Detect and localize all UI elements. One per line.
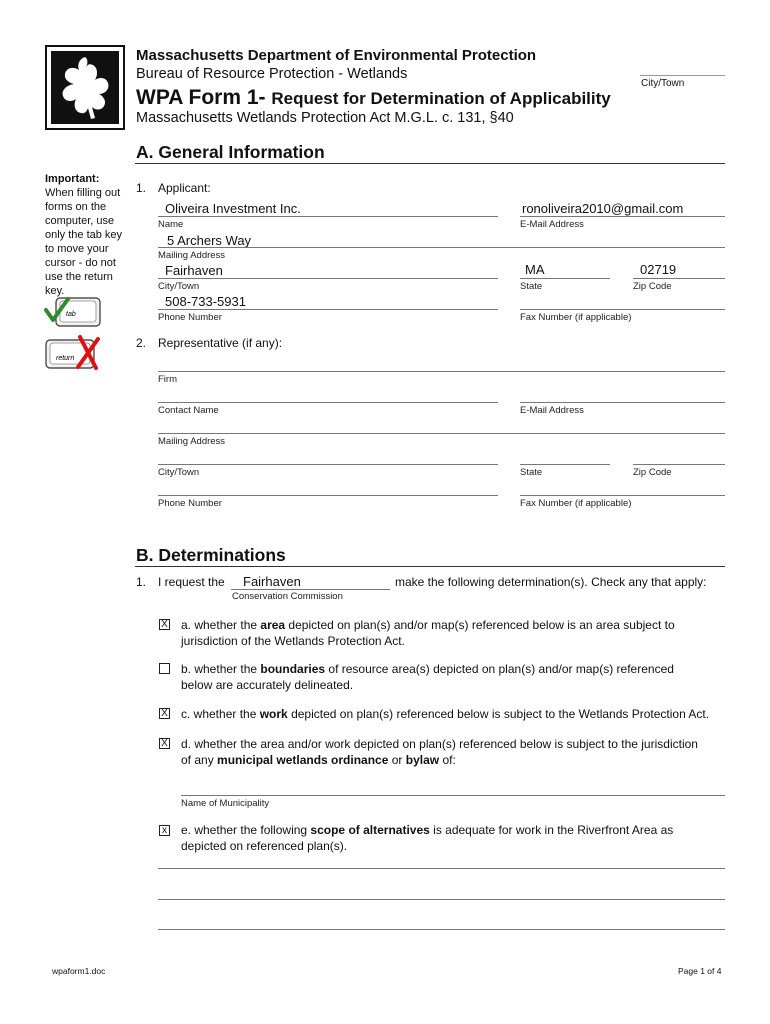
option-e-bold: scope of alternatives — [310, 823, 430, 837]
applicant-city-label: City/Town — [158, 281, 200, 292]
rep-firm-field[interactable] — [158, 371, 725, 372]
option-a-text — [181, 617, 726, 649]
rep-email-field[interactable] — [520, 402, 725, 403]
option-c-pre: c. whether the — [181, 707, 260, 721]
applicant-email-value: ronoliveira2010@gmail.com — [522, 201, 684, 216]
header-city-town-label: City/Town — [641, 78, 685, 89]
rep-contact-label: Contact Name — [158, 405, 219, 416]
rep-email-label: E-Mail Address — [520, 405, 584, 416]
form-title — [136, 86, 611, 110]
form-subtitle: Request for Determination of Applicability — [271, 89, 611, 108]
tab-key-label: tab — [66, 311, 76, 318]
rep-city-label: City/Town — [158, 467, 200, 478]
rep-phone-field[interactable] — [158, 495, 498, 496]
option-e-post: is adequate for work in the Riverfront Area as — [429, 823, 674, 837]
rep-contact-field[interactable] — [158, 402, 498, 403]
rep-zip-label: Zip Code — [633, 467, 672, 478]
representative-number: 2. — [136, 336, 147, 350]
applicant-phone-field[interactable] — [158, 309, 498, 310]
rep-fax-field[interactable] — [520, 495, 725, 496]
option-c-text — [181, 706, 741, 722]
applicant-zip-label: Zip Code — [633, 281, 672, 292]
applicant-state-label: State — [520, 281, 543, 292]
rep-address-field[interactable] — [158, 433, 725, 434]
form-number: WPA Form 1- — [136, 86, 266, 109]
return-key-icon — [44, 334, 106, 372]
rep-zip-field[interactable] — [633, 464, 725, 465]
dep-logo — [45, 45, 125, 130]
important-note — [45, 172, 127, 298]
important-text: When filling out forms on the computer, use only the tab key to move your cursor - do not use the return key. — [45, 187, 123, 297]
checkbox-a[interactable]: X — [159, 619, 170, 630]
option-a-bold: area — [260, 618, 286, 632]
checkbox-c[interactable]: X — [159, 708, 170, 719]
option-c-bold: work — [259, 707, 288, 721]
rep-address-label: Mailing Address — [158, 436, 226, 447]
applicant-fax-field[interactable] — [520, 309, 725, 310]
option-d-text — [181, 736, 741, 768]
option-d-pre2: of any — [181, 753, 218, 767]
option-b-text — [181, 661, 726, 693]
rep-state-field[interactable] — [520, 464, 610, 465]
request-number: 1. — [136, 575, 147, 589]
rep-firm-label: Firm — [158, 374, 177, 385]
applicant-address-label: Mailing Address — [158, 250, 226, 261]
option-e-text — [181, 822, 726, 854]
alternatives-line-1[interactable] — [158, 868, 725, 869]
applicant-email-field[interactable] — [520, 216, 725, 217]
rep-city-field[interactable] — [158, 464, 498, 465]
applicant-phone-label: Phone Number — [158, 312, 222, 323]
applicant-name-field[interactable] — [158, 216, 498, 217]
option-b-post: of resource area(s) depicted on plan(s) and/or map(s) referenced — [325, 662, 674, 676]
footer-page: Page 1 of 4 — [678, 966, 722, 976]
applicant-email-label: E-Mail Address — [520, 219, 584, 230]
section-a-title: A. General Information — [136, 142, 325, 162]
option-c-post: depicted on plan(s) referenced below is subject to the Wetlands Protection Act. — [287, 707, 710, 721]
applicant-zip-field[interactable] — [633, 278, 725, 279]
applicant-address-value: 5 Archers Way — [167, 233, 252, 248]
alternatives-line-3[interactable] — [158, 929, 725, 930]
applicant-name-label: Name — [158, 219, 184, 230]
option-b-line2: below are accurately delineated. — [181, 678, 354, 692]
representative-heading: Representative (if any): — [158, 336, 283, 350]
option-d-mid2: or — [388, 753, 406, 767]
municipality-field[interactable] — [181, 795, 725, 796]
section-b-title: B. Determinations — [136, 545, 286, 565]
checkbox-e[interactable]: x — [159, 825, 170, 836]
municipality-label: Name of Municipality — [181, 798, 270, 809]
commission-field[interactable] — [231, 589, 390, 590]
option-b-bold: boundaries — [260, 662, 326, 676]
checkbox-b[interactable] — [159, 663, 170, 674]
rep-state-label: State — [520, 467, 543, 478]
option-d-post2: of: — [439, 753, 456, 767]
header-city-town-field[interactable] — [640, 75, 725, 76]
act-reference: Massachusetts Wetlands Protection Act M.G.L. c. 131, §40 — [136, 110, 514, 126]
request-suffix: make the following determination(s). Check any that apply: — [395, 575, 707, 589]
applicant-name-value: Oliveira Investment Inc. — [165, 201, 301, 216]
applicant-city-field[interactable] — [158, 278, 498, 279]
section-a-rule — [135, 163, 725, 164]
applicant-zip-value: 02719 — [640, 262, 677, 277]
commission-label: Conservation Commission — [232, 591, 343, 602]
footer-filename: wpaform1.doc — [52, 966, 106, 976]
option-a-line2: jurisdiction of the Wetlands Protection Act. — [181, 634, 405, 648]
option-b-pre: b. whether the — [181, 662, 261, 676]
applicant-fax-label: Fax Number (if applicable) — [520, 312, 632, 323]
applicant-heading: Applicant: — [158, 181, 211, 195]
rep-fax-label: Fax Number (if applicable) — [520, 498, 632, 509]
important-title: Important: — [45, 173, 100, 185]
option-e-line2: depicted on referenced plan(s). — [181, 839, 348, 853]
bureau-name: Bureau of Resource Protection - Wetlands — [136, 66, 408, 82]
oak-leaf-icon — [51, 51, 119, 124]
applicant-state-field[interactable] — [520, 278, 610, 279]
alternatives-line-2[interactable] — [158, 899, 725, 900]
commission-value: Fairhaven — [243, 574, 301, 589]
option-e-pre: e. whether the following — [181, 823, 311, 837]
tab-key-icon — [44, 296, 102, 330]
applicant-address-field[interactable] — [158, 247, 725, 248]
option-d-bold: municipal wetlands ordinance — [217, 753, 389, 767]
section-b-rule — [135, 566, 725, 567]
rep-phone-label: Phone Number — [158, 498, 222, 509]
checkbox-d[interactable]: X — [159, 738, 170, 749]
option-d-bold2: bylaw — [405, 753, 440, 767]
option-d-line1: d. whether the area and/or work depicted on plan(s) referenced below is subject to the jurisdiction — [181, 737, 698, 751]
option-a-post: depicted on plan(s) and/or map(s) referenced below is an area subject to — [285, 618, 675, 632]
applicant-number: 1. — [136, 181, 147, 195]
applicant-state-value: MA — [525, 262, 545, 277]
option-a-pre: a. whether the — [181, 618, 261, 632]
applicant-phone-value: 508-733-5931 — [165, 294, 246, 309]
request-prefix: I request the — [158, 575, 225, 589]
applicant-city-value: Fairhaven — [165, 263, 223, 278]
return-key-label: return — [56, 355, 75, 362]
department-name: Massachusetts Department of Environmental Protection — [136, 47, 537, 64]
